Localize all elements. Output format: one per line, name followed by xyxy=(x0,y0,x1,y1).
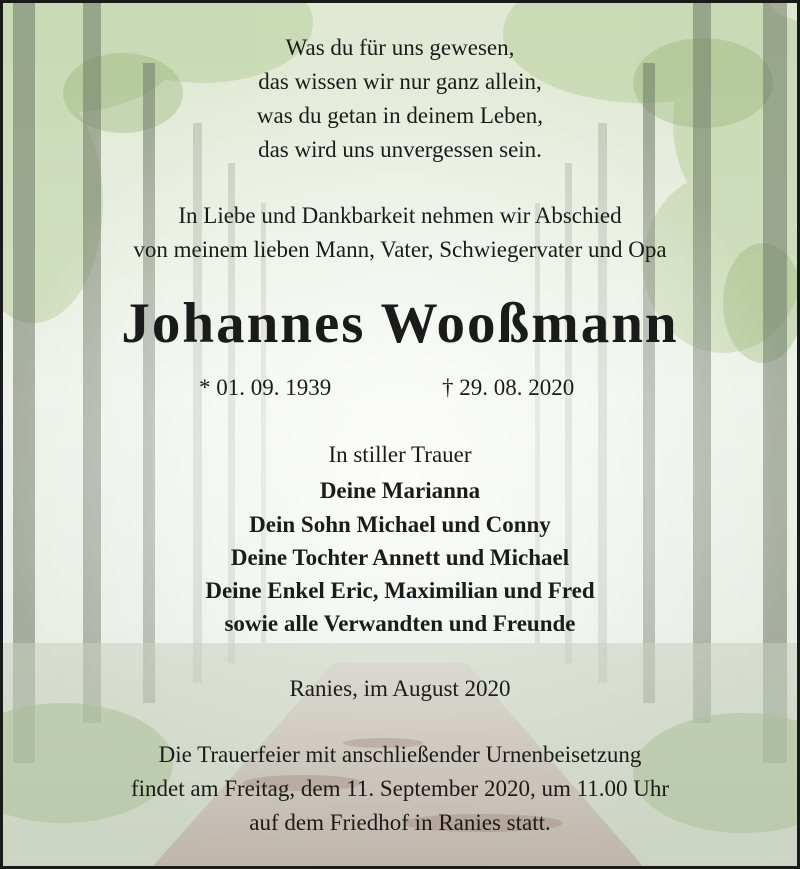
mourner-line: Deine Enkel Eric, Maximilian und Fred xyxy=(205,578,595,603)
life-dates xyxy=(3,376,797,402)
funeral-line: Die Trauerfeier mit anschließender Urnenbeisetzung xyxy=(158,742,642,767)
mourner-line: Deine Marianna xyxy=(319,478,481,503)
poem-line: Was du für uns gewesen, xyxy=(285,35,515,60)
death-date: † 29. 08. 2020 xyxy=(442,375,575,400)
funeral-line: auf dem Friedhof in Ranies statt. xyxy=(249,810,551,835)
intro-line: In Liebe und Dankbarkeit nehmen wir Abschied xyxy=(178,203,622,228)
notice-text xyxy=(3,3,797,866)
poem-line: das wissen wir nur ganz allein, xyxy=(258,69,542,94)
mourner-line: Deine Tochter Annett und Michael xyxy=(230,545,570,570)
place-date: Ranies, im August 2020 xyxy=(289,676,511,701)
funeral-line: findet am Freitag, dem 11. September 2020, um 11.00 Uhr xyxy=(130,776,670,801)
mourner-line: Dein Sohn Michael und Conny xyxy=(249,512,551,537)
deceased-name: Johannes Wooßmann xyxy=(121,292,679,355)
birth-date: * 01. 09. 1939 xyxy=(199,375,332,400)
mourner-line: sowie alle Verwandten und Freunde xyxy=(224,611,576,636)
poem-line: das wird uns unvergessen sein. xyxy=(258,137,542,162)
poem-line: was du getan in deinem Leben, xyxy=(256,103,544,128)
intro-line: von meinem lieben Mann, Vater, Schwiegervater und Opa xyxy=(133,237,667,262)
mourning-intro: In stiller Trauer xyxy=(328,442,472,467)
